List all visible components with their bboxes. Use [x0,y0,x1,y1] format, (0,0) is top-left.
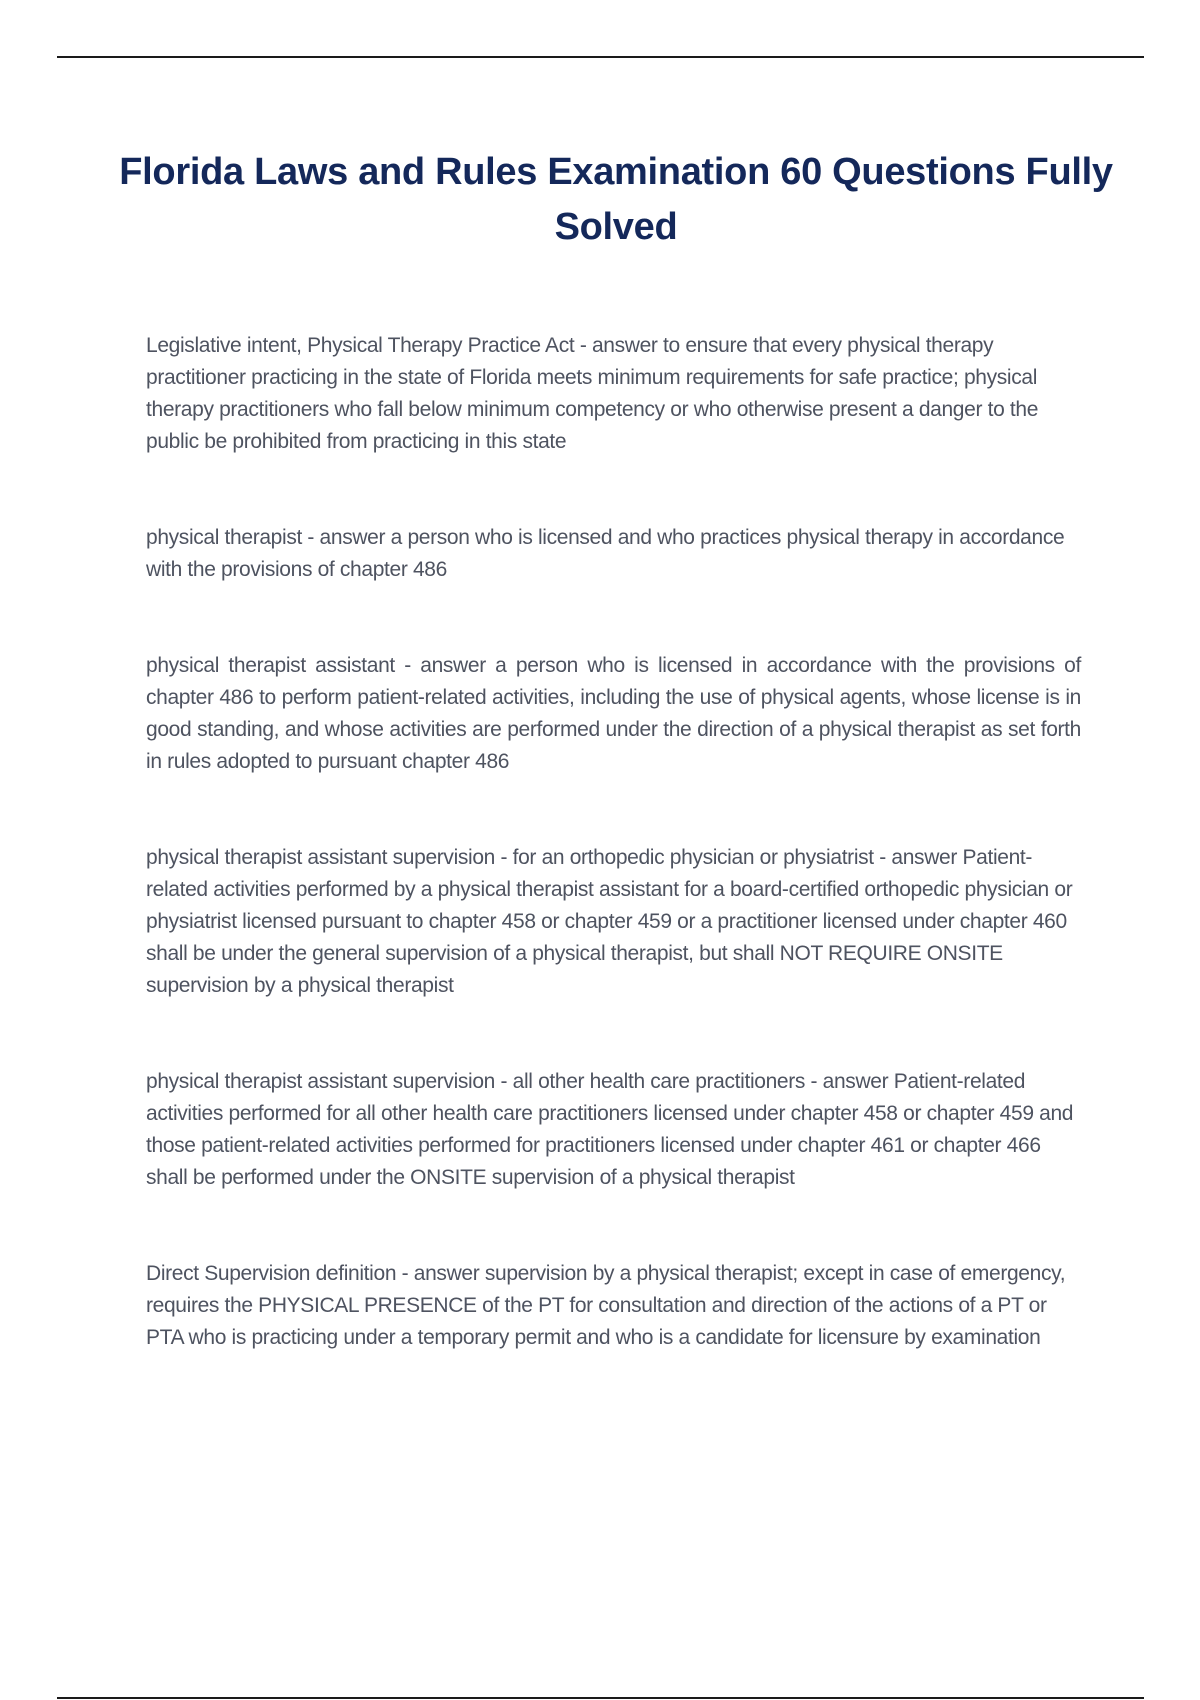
qa-entries [146,330,1081,1354]
document-title: Florida Laws and Rules Examination 60 Questions Fully Solved [119,151,1113,248]
top-rule [57,56,1144,58]
qa-entry-physical-therapist-assistant: physical therapist assistant - answer a person who is licensed in accordance with the provisions of chapter 486 to perform patient-related activities, including the use of physical agents, whose license is in good standing, and whose activities are performed under the direction of a physical therapist as set forth in rules adopted to pursuant chapter 486 [146,654,1081,773]
qa-entry-pta-supervision-orthopedic: physical therapist assistant supervision - for an orthopedic physician or physiatrist - answer Patient-related activities performed by a physical therapist assistant for a board-certified orthopedic physician or physiatrist licensed pursuant to chapter 458 or chapter 459 or a practitioner licensed under chapter 460 shall be under the general supervision of a physical therapist, but shall NOT REQUIRE ONSITE supervision by a physical therapist [146,846,1073,997]
bottom-rule [57,1697,1144,1699]
qa-entry-legislative-intent: Legislative intent, Physical Therapy Practice Act - answer to ensure that every physical therapy practitioner practicing in the state of Florida meets minimum requirements for safe practice; physical therapy practitioners who fall below minimum competency or who otherwise present a danger to the public be prohibited from practicing in this state [146,334,1039,453]
qa-entry-direct-supervision: Direct Supervision definition - answer supervision by a physical therapist; except in case of emergency, requires the PHYSICAL PRESENCE of the PT for consultation and direction of the actions of a PT or PTA who is practicing under a temporary permit and who is a candidate for licensure by examination [146,1262,1066,1349]
qa-entry-pta-supervision-other: physical therapist assistant supervision - all other health care practitioners - answer Patient-related activities performed for all other health care practitioners licensed under chapter 458 or chapter 459 and those patient-related activities performed for practitioners licensed under chapter 461 or chapter 466 shall be performed under the ONSITE supervision of a physical therapist [146,1070,1074,1189]
qa-entry-physical-therapist: physical therapist - answer a person who is licensed and who practices physical therapy in accordance with the provisions of chapter 486 [146,526,1065,581]
